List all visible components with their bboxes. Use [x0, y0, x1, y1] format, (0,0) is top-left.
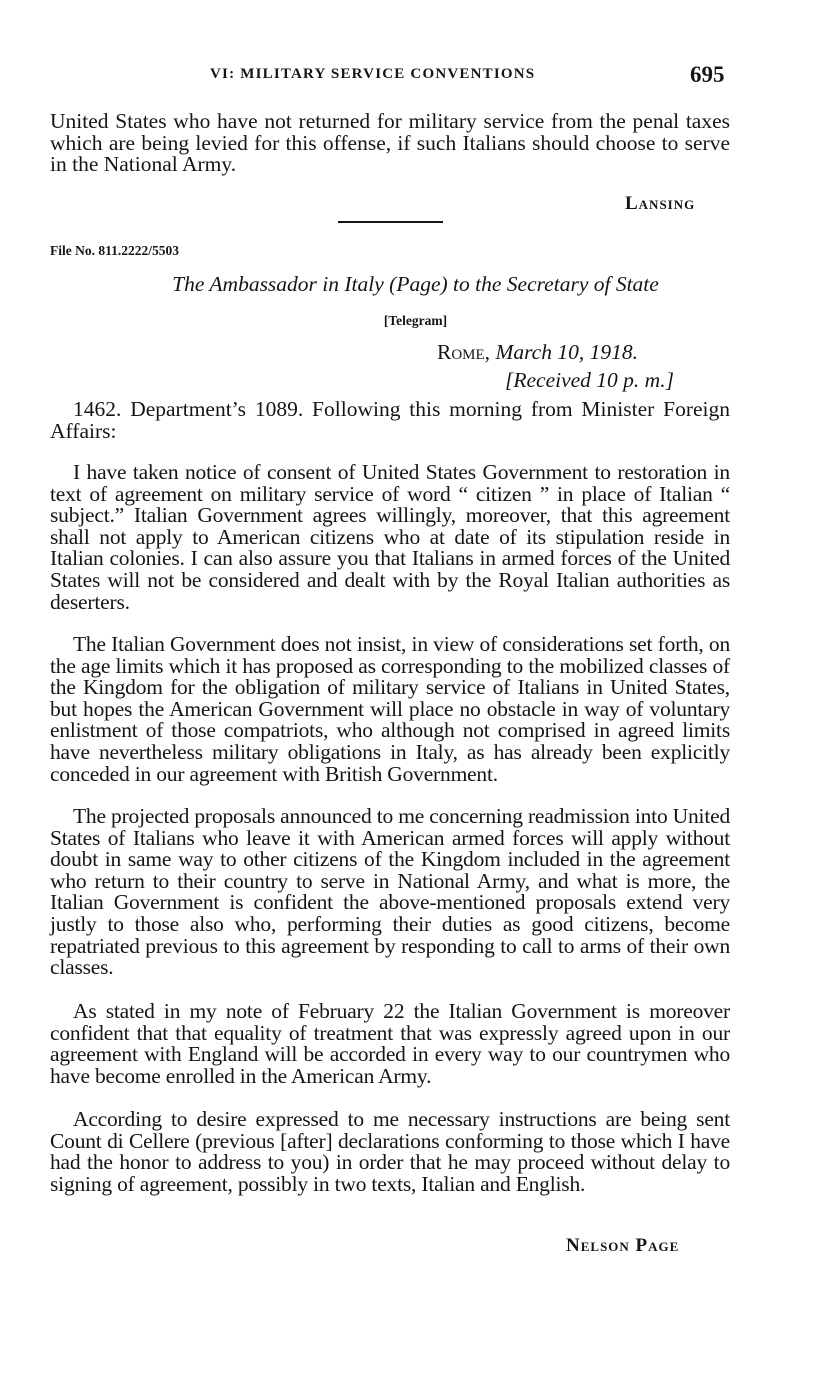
body-paragraph-1: I have taken notice of consent of United States Government to restoration in text of agreement on military service of word “ citizen ” in place of Italian “ subject.” Italian Government agrees willingly, moreover, that this agreement shall not apply to American citizens who at date of its stipulation reside in Italian colonies. I can also assure you that Italians in armed forces of the United States will not be considered and dealt with by the Royal Italian authorities as deserters.	[50, 460, 730, 614]
document-title: The Ambassador in Italy (Page) to the Secretary of State	[172, 272, 659, 296]
page-number: 695	[690, 62, 725, 87]
dateline-place: Rome,	[437, 340, 491, 364]
body-paragraph-2: The Italian Government does not insist, in view of considerations set forth, on the age limits which it has proposed as corresponding to the mobilized classes of the Kingdom for the obligation of military service of Italians in United States, but hopes the American Government will place no obstacle in way of voluntary enlistment of those compatriots, who although not comprised in agreed limits have nevertheless military obligations in Italy, as has already been explicitly conceded in our agreement with British Government.	[50, 632, 730, 786]
signature-lansing: Lansing	[625, 193, 696, 214]
signature-nelson-page: Nelson Page	[566, 1235, 680, 1256]
section-divider	[338, 221, 443, 223]
telegram-intro: 1462. Department’s 1089. Following this morning from Minister Foreign Affairs:	[50, 397, 730, 443]
dateline	[437, 340, 638, 365]
body-paragraph-4: As stated in my note of February 22 the Italian Government is moreover confident that that equality of treatment that was expressly agreed upon in our agreement with England will be accorded in every way to our countrymen who have become enrolled in the American Army.	[50, 999, 730, 1088]
file-number: File No. 811.2222/5503	[50, 243, 179, 258]
received-note: [Received 10 p. m.]	[505, 368, 674, 392]
document-type-label: [Telegram]	[383, 313, 448, 328]
running-title: VI: MILITARY SERVICE CONVENTIONS	[210, 66, 536, 82]
body-paragraph-3: The projected proposals announced to me concerning readmission into United States of Italians who leave it with American armed forces will apply without doubt in same way to other citizens of the Kingdom included in the agreement who return to their country to serve in National Army, and what is more, the Italian Government is confident the above-mentioned proposals extend very justly to those also who, performing their duties as good citizens, become repatriated previous to this agreement by responding to call to arms of their own classes.	[50, 804, 730, 980]
body-paragraph-5: According to desire expressed to me necessary instructions are being sent Count di Cellere (previous [after] declarations conforming to those which I have had the honor to address to you) in order that he may proceed without delay to signing of agreement, possibly in two texts, Italian and English.	[50, 1107, 730, 1196]
dateline-date: March 10, 1918.	[495, 340, 638, 364]
continuation-paragraph: United States who have not returned for military service from the penal taxes which are being levied for this offense, if such Italians should choose to serve in the National Army.	[50, 109, 730, 177]
